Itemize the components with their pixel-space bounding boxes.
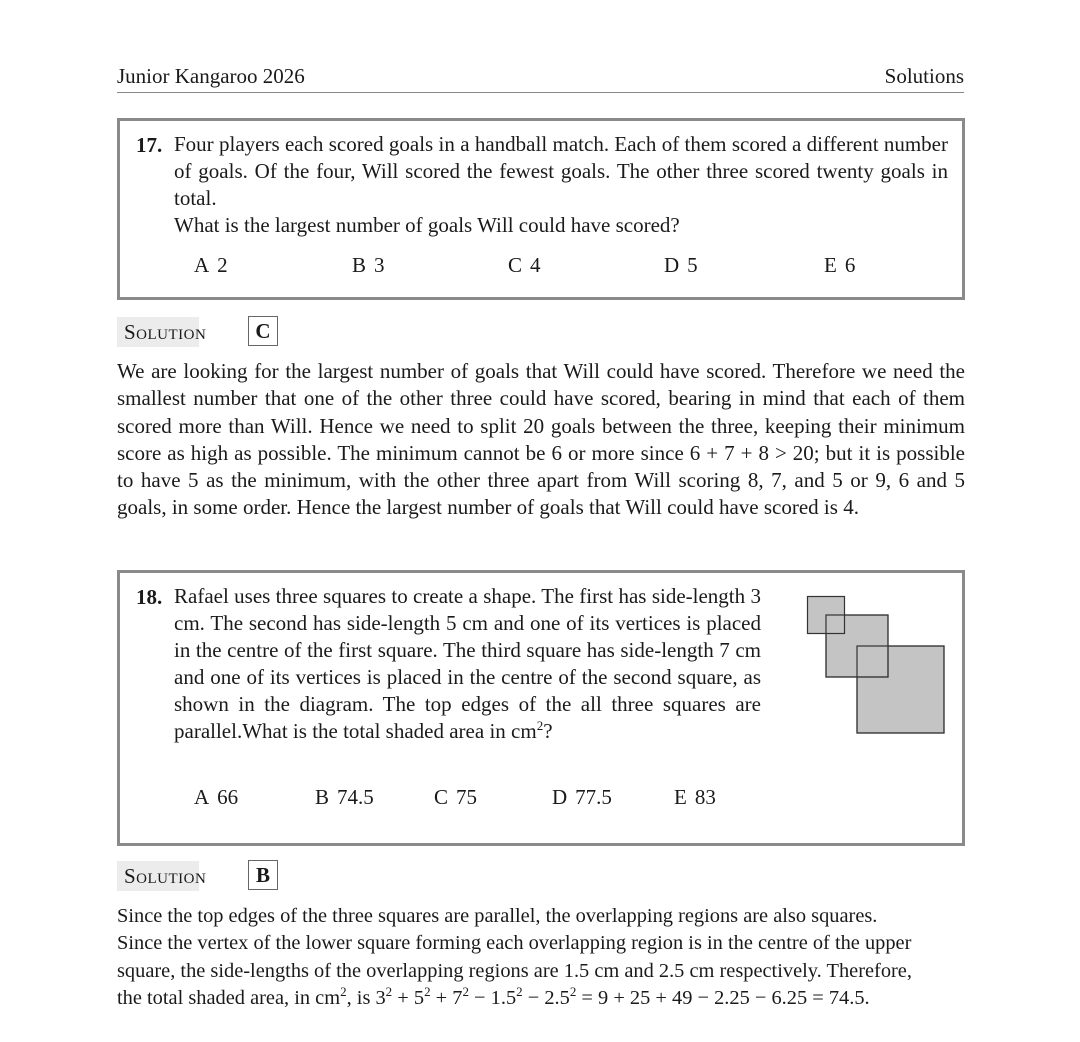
option-b: B 74.5 [315, 785, 374, 809]
solution-label: Solution [117, 861, 199, 891]
solution-17-text: We are looking for the largest number of goals that Will could have scored. Therefore we need the smallest number that one of the other three could have scored, bearing in mind that each of them scored more than Will. Hence we need to split 20 goals between the three, keeping their minimum score as high as possible. The minimum cannot be 6 or more since 6 + 7 + 8 > 20; but it is possible to have 5 as the minimum, with the other three apart from Will scoring 8, 7, and 5 or 9, 6 and 5 goals, in some order. Hence the largest number of goals that Will could have scored is 4. [117, 359, 965, 520]
page-header [117, 63, 964, 93]
solution-line: square, the side-lengths of the overlapping regions are 1.5 cm and 2.5 cm respectively. Therefore, [117, 959, 912, 982]
answer-box: C [248, 316, 278, 346]
question-text: Rafael uses three squares to create a shape. The first has side-length 3 cm. The second has side-length 5 cm and one of its vertices is placed in the centre of the first square. The third square has side-length 7 cm and one of its vertices is placed in the centre of the second square, as shown in the diagram. The top edges of the all three squares are parallel.What is the total shaded area in $cm^2$? [174, 584, 761, 743]
option-c: C 4 [508, 253, 541, 277]
solution-label: Solution [117, 317, 199, 347]
question-18-box [117, 570, 965, 846]
question-number: 18. [136, 585, 163, 609]
question-statement: Four players each scored goals in a handball match. Each of them scored a different number of goals. Of the four, Will scored the fewest goals. The other three scored twenty goals in total. [174, 132, 948, 210]
option-e: E 83 [674, 785, 716, 809]
header-title: Junior Kangaroo 2026 [117, 64, 305, 88]
question-17-box [117, 118, 965, 300]
option-a: A 66 [194, 785, 239, 809]
question-prompt: What is the largest number of goals Will could have scored? [174, 213, 680, 237]
answer-options [194, 253, 894, 280]
solution-line: Since the top edges of the three squares are parallel, the overlapping regions are also squares. [117, 905, 878, 927]
option-e: E 6 [824, 253, 856, 277]
option-c: C 75 [434, 785, 478, 809]
solution-line: Since the vertex of the lower square forming each overlapping region is in the centre of the upper [117, 932, 912, 955]
header-section: Solutions [884, 64, 964, 88]
question-number: 17. [136, 133, 163, 157]
solution-equation-line: the total shaded area, in $cm^2$, is $3^2 + 5^2 + 7^2 - 1.5^2 - 2.5^2 = 9 + 25 + 49 - 2.25 - 6.25 = 74.5$. [117, 983, 870, 1009]
option-d: D 77.5 [552, 785, 612, 809]
option-b: B 3 [352, 253, 385, 277]
question-statement: Rafael uses three squares to create a shape. The first has side-length 3 cm. The second has side-length 5 cm and one of its vertices is placed in the centre of the first square. The third square has side-length 7 cm and one of its vertices is placed in the centre of the second square, as shown in the diagram. The top edges of the all three squares are parallel.What is the total shaded area in cm [174, 584, 761, 743]
three-squares-diagram [806, 595, 948, 737]
solution-18-text [117, 903, 965, 1012]
answer-box: B [248, 860, 278, 890]
answer-options [194, 785, 814, 812]
option-a: A 2 [194, 253, 228, 277]
option-d: D 5 [664, 253, 698, 277]
question-text [174, 131, 948, 239]
